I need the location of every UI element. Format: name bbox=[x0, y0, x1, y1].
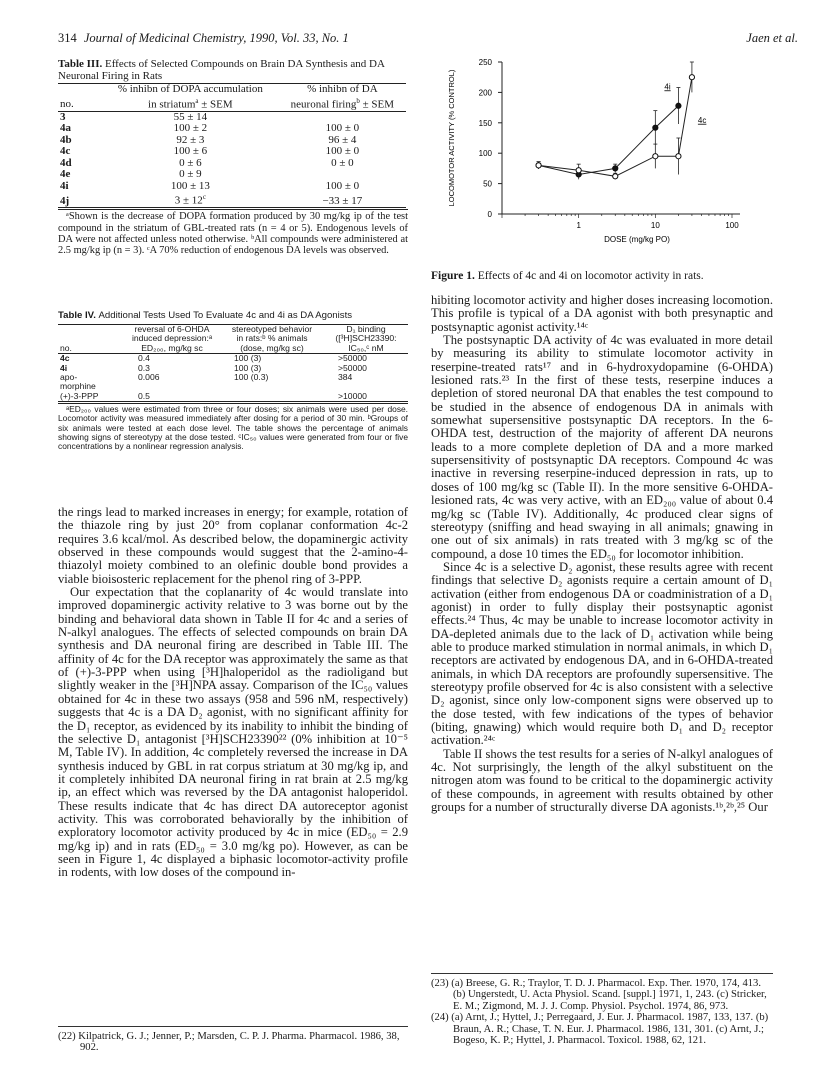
table-4-header-d1: D₁ binding ([³H]SCH23390: IC₅₀,ᶜ nM bbox=[335, 324, 397, 353]
series-label-4i: 4i bbox=[664, 82, 671, 92]
journal-citation: Journal of Medicinal Chemistry, 1990, Vol. 33, No. 1 bbox=[83, 31, 349, 45]
cell-no: 4i bbox=[60, 362, 68, 373]
table-4-caption: Table IV. Additional Tests Used To Evaluate 4c and 4i as DA Agonists bbox=[58, 310, 353, 321]
paragraph: Our expectation that the coplanarity of 4c would translate into improved dopaminergic activity relative to 3 was borne out by the binding and behavioral data shown in Table II for 4c and a series of N-alkyl analogues. The effects of selected compounds on brain DA synthesis and DA neuronal firing are described in Table III. The affinity of 4c for the DA receptor was approximately the same as that of (+)-3-PPP when using [³H]haloperidol as the radioligand but slightly weaker in the [³H]NPA assay. Comparison of the IC₅₀ values obtained for 4c in these two assays (958 and 596 nM, respectively) suggests that 4c is a DA D₂ agonist, with no significant affinity for the D₁ receptor, as evidenced by its inability to inhibit the binding of the selective D₁ antagonist [³H]SCH23390²² (0% inhibition at 10⁻⁵ M, Table IV). In addition, 4c completely reversed the increase in DA synthesis induced by GBL in rat corpus striatum at 30 mg/kg ip, and it completely inhibited DA neuronal firing in rat brain at 2.5 mg/kg ip, an effect which was reversed by the DA antagonist haloperidol. These results indicate that 4c has direct DA autoreceptor agonist activity. This was corroborated behaviorally by the inhibition of exploratory locomotor activity produced by 4c in mice (ED₅₀ = 2.9 mg/kg ip) and in rats (ED₅₀ = 3.0 mg/kg po). However, as can be seen in Figure 1, 4c displayed a biphasic locomotor-activity profile in rodents, with low doses of the compound in- bbox=[58, 585, 408, 880]
cell-dopa: 100 ± 13 bbox=[170, 179, 210, 192]
cell-dopa: 0 ± 6 bbox=[179, 156, 202, 169]
figure-1 bbox=[440, 52, 770, 267]
paragraph: the rings lead to marked increases in energy; for example, rotation of the thiazole ring by just 20° from coplanar conformation 4c-2 requires 3.6 kcal/mol. As described below, the dopaminergic activity observed in these compounds would suggest that the 2-amino-4-thiazolyl moiety combined to an olefinic double bond provides a viable bioisosteric replacement for the phenol ring of 3-PPP. bbox=[58, 505, 408, 586]
table-row bbox=[58, 364, 408, 373]
paragraph: Since 4c is a selective D₂ agonist, these results agree with recent findings that selective D₂ agonists require a certain amount of D₁ activation (either from endogenous DA or coadministration of a D₁ agonist) in order to fully display their postsynaptic agonist effects.²⁴ Thus, 4c may be unable to increase locomotor activity in DA-depleted animals due to the lack of D₁ activation while being able to produce marked stimulation in normal animals, in which D₁ receptors are activated by endogenous DA, and in 6-OHDA-treated animals, in which DA receptors are profoundly supersensitive. The stereotypy profile observed for 4c is also consistent with a selective D₂ agonist, since only low-component signs were observed up to the dose tested, with few indications of the types of behavior (biting, gnawing) which would require both D₁ and D₂ receptor activation.²⁴ᶜ bbox=[431, 559, 773, 748]
table-3-grid bbox=[58, 83, 406, 208]
data-point-4c bbox=[676, 154, 681, 159]
table-row bbox=[58, 123, 406, 135]
x-axis-label: DOSE (mg/kg PO) bbox=[604, 235, 670, 244]
cell-d1: >10000 bbox=[338, 390, 367, 401]
table-4-header-stereo: stereotyped behavior in rats:ᵇ % animals (dose, mg/kg sc) bbox=[231, 324, 313, 353]
cell-no: 3 bbox=[60, 110, 66, 123]
y-tick-label: 50 bbox=[483, 179, 492, 189]
table-row bbox=[58, 169, 406, 181]
cell-stereo: 100 (0.3) bbox=[234, 372, 269, 383]
running-header bbox=[58, 31, 349, 46]
table-3 bbox=[58, 58, 408, 256]
cell-no: 4a bbox=[60, 122, 71, 135]
cell-no: morphine bbox=[60, 381, 96, 392]
authors-header: Jaen et al. bbox=[746, 31, 798, 45]
y-tick-label: 100 bbox=[478, 149, 492, 159]
table-3-header-firing-b: neuronal firing$^b$ ± SEM bbox=[290, 96, 395, 111]
cell-ed: 0.006 bbox=[138, 372, 160, 383]
cell-stereo bbox=[220, 382, 324, 391]
y-tick-label: 250 bbox=[478, 58, 492, 67]
reference-24: (24) (a) Arnt, J.; Hyttel, J.; Perregaard, J. Eur. J. Pharmacol. 1987, 133, 137. (b) Braun, A. R.; Chase, T. N. Eur. J. Pharmacol. 1986, 131, 301. (c) Arnt, J.; Bogeso, K. P.; Hyttel, J. Pharmacol. Toxicol. 1988, 62, 121. bbox=[431, 1012, 769, 1047]
right-column-text bbox=[431, 294, 773, 814]
table-3-footnote: ᵃShown is the decrease of DOPA formation produced by 30 mg/kg ip of the test compound in the striatum of GBL-treated rats (n = 4 or 5). Endogenous levels of DA were not affected unless noted otherwise. ᵇAll compounds were administered at 2.5 mg/kg ip (n = 3). ᶜA 70% reduction of endogenous DA levels was observed. bbox=[58, 211, 408, 256]
y-tick-label: 150 bbox=[478, 118, 492, 128]
cell-no: 4b bbox=[60, 133, 72, 146]
cell-firing: −33 ± 17 bbox=[322, 194, 363, 207]
cell-no: 4e bbox=[60, 168, 71, 181]
data-point-4c bbox=[653, 154, 658, 159]
left-footnote-refs bbox=[58, 1026, 408, 1054]
cell-d1: 384 bbox=[338, 372, 353, 383]
reference-22: (22) Kilpatrick, G. J.; Jenner, P.; Marsden, C. P. J. Pharma. Pharmacol. 1986, 38, 902. bbox=[58, 1031, 400, 1054]
cell-dopa: $3 \pm 12^c$ bbox=[174, 193, 206, 207]
cell-no: apo- bbox=[60, 372, 78, 383]
table-row bbox=[58, 146, 406, 158]
cell-firing bbox=[279, 169, 406, 181]
cell-dopa: 100 ± 2 bbox=[173, 122, 208, 135]
paragraph: The postsynaptic DA activity of 4c was evaluated in more detail by measuring its ability to stimulate locomotor activity in reserpine-treated rats¹⁷ and in 6-hydroxydopamine (6-OHDA) lesioned rats.²³ In the first of these tests, reserpine induces a depletion of stored neuronal DA that enables the test compound to be studied in the absence of endogenous DA in animals with somewhat supersensitive postsynaptic DA receptors. In the 6-OHDA test, destruction of the majority of afferent DA neurons leads to a more complete depletion of DA and a more marked supersensitivity of postsynaptic DA receptors. Compound 4c was inactive in reversing reserpine-induced depression in rats, up to doses of 100 mg/kg sc (Table II). In the more sensitive 6-OHDA-lesioned rats, 4c was very active, with an ED₂₀₀ value of about 0.4 mg/kg sc (Table IV). Additionally, 4c produced clear signs of stereotypy (sniffing and head swaying in all animals; gnawing in one out of six animals) in rats treated with 3 mg/kg sc of the compound, a dose 10 times the ED₅₀ for locomotor inhibition. bbox=[431, 333, 773, 561]
series-label-4c: 4c bbox=[697, 115, 707, 125]
paragraph: hibiting locomotor activity and higher doses increasing locomotion. This profile is typical of a DA agonist with both presynaptic and postsynaptic agonist activity.¹⁴ᶜ bbox=[431, 293, 773, 334]
cell-stereo: 100 (3) bbox=[234, 362, 262, 373]
table-3-header-no: no. bbox=[60, 98, 74, 111]
cell-firing: 100 ± 0 bbox=[325, 122, 360, 135]
cell-dopa: 100 ± 6 bbox=[173, 145, 208, 158]
table-3-caption: Table III. Effects of Selected Compounds on Brain DA Synthesis and DA Neuronal Firing in Rats bbox=[58, 58, 385, 82]
cell-firing: 100 ± 0 bbox=[325, 145, 360, 158]
cell-no: 4d bbox=[60, 156, 72, 169]
cell-no: (+)-3-PPP bbox=[60, 390, 99, 401]
cell-firing: 96 ± 4 bbox=[328, 133, 357, 146]
cell-ed: 0.4 bbox=[138, 353, 150, 364]
data-point-4c bbox=[576, 168, 581, 173]
cell-no: 4c bbox=[60, 145, 71, 158]
right-footnote-refs bbox=[431, 973, 773, 1046]
cell-ed: 0.5 bbox=[138, 390, 150, 401]
cell-no: 4j bbox=[60, 194, 70, 207]
table-3-header-dopa-b: in striatum$^a$ ± SEM bbox=[148, 96, 233, 111]
table-4-header-ed: reversal of 6-OHDA induced depression:ᵃ ED₂₀₀, mg/kg sc bbox=[131, 324, 213, 353]
cell-stereo: 100 (3) bbox=[234, 353, 262, 364]
cell-d1: >50000 bbox=[338, 362, 367, 373]
table-4 bbox=[58, 310, 408, 451]
cell-ed: 0.3 bbox=[138, 362, 150, 373]
y-tick-label: 0 bbox=[487, 210, 492, 219]
cell-firing: 100 ± 0 bbox=[325, 179, 360, 192]
table-4-footnote: ᵃED₂₀₀ values were estimated from three or four doses; six animals were used per dose. Locomotor activity was measured immediately after dosing for a period of 30 min. ᵇGroups of six animals were tested at each dose level. The table shows the percentage of animals showing signs of stereotypy at the dose tested. ᶜIC₅₀ values were generated from four or five concentrations by a nonlinear regression analysis. bbox=[58, 404, 408, 452]
cell-no: 4i bbox=[60, 179, 69, 192]
table-row bbox=[58, 373, 408, 382]
table-row bbox=[58, 158, 406, 170]
cell-dopa: 55 ± 14 bbox=[173, 110, 208, 123]
table-4-grid bbox=[58, 324, 408, 402]
left-column-text bbox=[58, 506, 408, 880]
paragraph: Table II shows the test results for a series of N-alkyl analogues of 4c. Not surprisingly, the length of the alkyl substituent on the nitrogen atom was found to be critical to the dopaminergic activity of these compounds, in agreement with results obtained by other groups for a number of structurally diverse DA agonists.¹ᵇ,²ᵇ,²⁵ Our bbox=[431, 746, 773, 815]
cell-dopa: 0 ± 9 bbox=[179, 168, 202, 181]
page-number: 314 bbox=[58, 31, 77, 45]
table-4-header-no: no. bbox=[60, 342, 72, 353]
x-tick-label: 1 bbox=[576, 221, 581, 230]
data-point-4i bbox=[676, 103, 681, 108]
cell-dopa: 92 ± 3 bbox=[176, 133, 205, 146]
x-tick-label: 100 bbox=[725, 221, 739, 230]
data-point-4c bbox=[536, 163, 541, 168]
y-axis-label: LOCOMOTOR ACTIVITY (% CONTROL) bbox=[447, 69, 456, 207]
y-tick-label: 200 bbox=[478, 88, 492, 98]
x-tick-label: 10 bbox=[650, 221, 660, 230]
locomotor-activity-chart bbox=[440, 52, 770, 267]
cell-firing: 0 ± 0 bbox=[331, 156, 354, 169]
table-3-header-firing-a: % inhibn of DA bbox=[307, 83, 378, 95]
figure-1-caption: Figure 1. Effects of 4c and 4i on locomotor activity in rats. bbox=[431, 270, 704, 282]
table-row bbox=[58, 392, 408, 402]
reference-23: (23) (a) Breese, G. R.; Traylor, T. D. J. Pharmacol. Exp. Ther. 1970, 174, 413. (b) Ungerstedt, U. Acta Physiol. Scand. [suppl.] 1971, 1, 243. (c) Stricker, E. M.; Zigmond, M. J. J. Comp. Physiol. Psychol. 1974, 86, 973. bbox=[431, 978, 767, 1012]
data-point-4i bbox=[613, 166, 618, 171]
data-point-4c bbox=[689, 75, 694, 80]
table-3-header-dopa-a: % inhibn of DOPA accumulation bbox=[117, 83, 263, 95]
series-line-4c bbox=[539, 77, 692, 176]
cell-d1: >50000 bbox=[338, 353, 367, 364]
data-point-4i bbox=[653, 125, 658, 130]
series-line-4i bbox=[539, 106, 679, 175]
table-row bbox=[58, 192, 406, 208]
cell-stereo bbox=[220, 392, 324, 402]
table-row bbox=[58, 181, 406, 193]
data-point-4c bbox=[613, 174, 618, 179]
cell-no: 4c bbox=[60, 353, 70, 364]
